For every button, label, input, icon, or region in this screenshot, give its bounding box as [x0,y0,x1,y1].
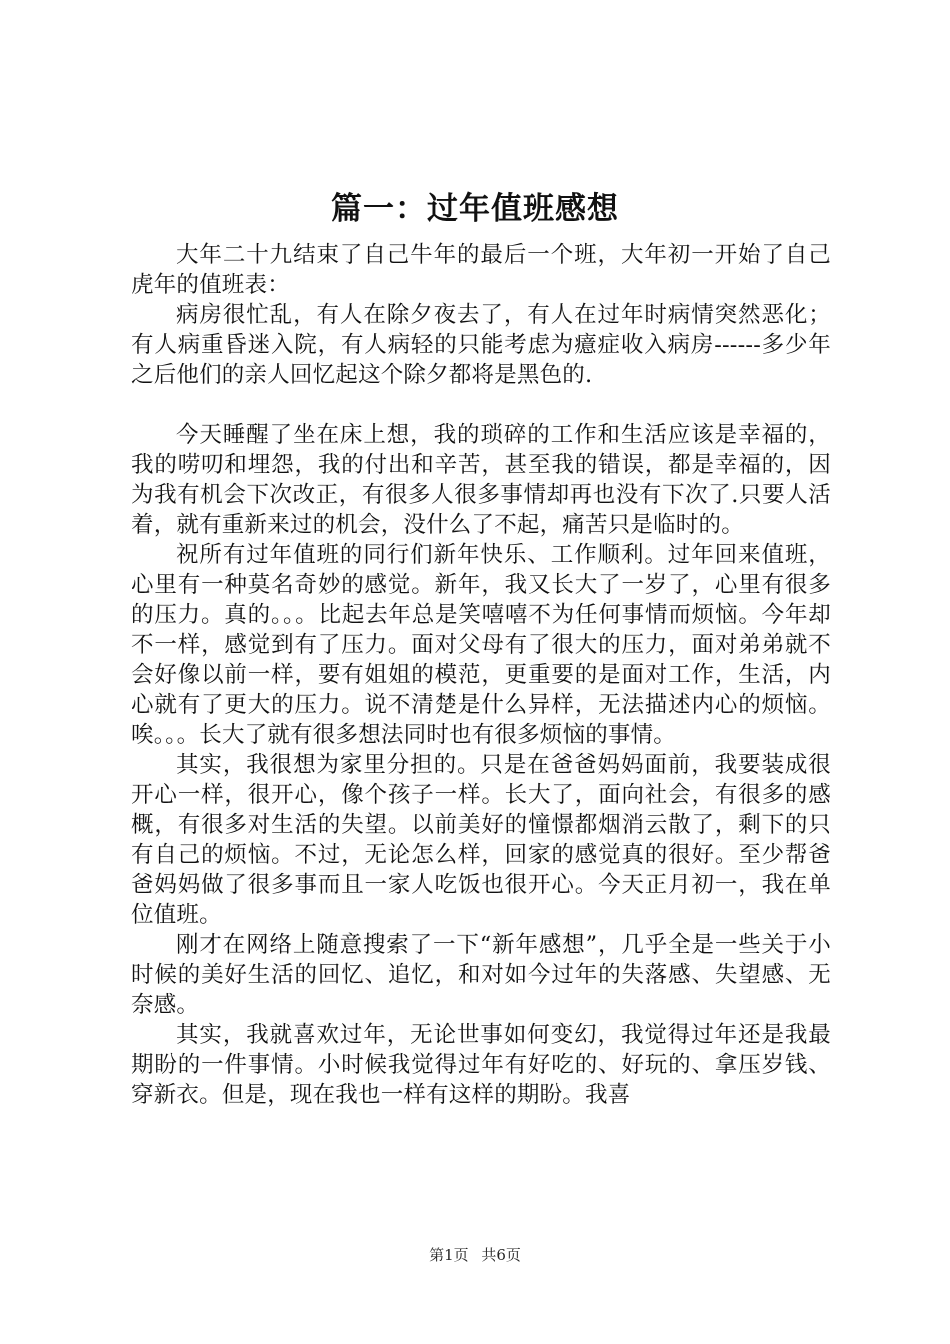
page-footer [0,1244,950,1265]
document-body [131,240,831,1110]
paragraph: 今天睡醒了坐在床上想，我的琐碎的工作和生活应该是幸福的，我的唠叨和埋怨，我的付出和辛苦，甚至我的错误，都是幸福的，因为我有机会下次改正，有很多人很多事情却再也没有下次了.只要人活着，就有重新来过的机会，没什么了不起，痛苦只是临时的。 [131,422,831,538]
paragraph: 刚才在网络上随意搜索了一下“新年感想”，几乎全是一些关于小时候的美好生活的回忆、追忆，和对如今过年的失落感、失望感、无奈感。 [131,932,831,1018]
document-title: 篇一：过年值班感想 [331,191,619,227]
page-number: 第1页 [429,1246,469,1264]
paragraph: 大年二十九结束了自己牛年的最后一个班，大年初一开始了自己虎年的值班表： [131,242,831,298]
paragraph: 其实，我很想为家里分担的。只是在爸爸妈妈面前，我要装成很开心一样，很开心，像个孩子一样。长大了，面向社会，有很多的感概，有很多对生活的失望。以前美好的憧憬都烟消云散了，剩下的只有自己的烦恼。不过，无论怎么样，回家的感觉真的很好。至少帮爸爸妈妈做了很多事而且一家人吃饭也很开心。今天正月初一，我在单位值班。 [131,752,831,928]
paragraph: 其实，我就喜欢过年，无论世事如何变幻，我觉得过年还是我最期盼的一件事情。小时候我觉得过年有好吃的、好玩的、拿压岁钱、穿新衣。但是，现在我也一样有这样的期盼。我喜 [131,1022,831,1108]
paragraph: 病房很忙乱，有人在除夕夜去了，有人在过年时病情突然恶化；有人病重昏迷入院，有人病轻的只能考虑为癔症收入病房------多少年之后他们的亲人回忆起这个除夕都将是黑色的. [131,302,831,388]
paragraph: 祝所有过年值班的同行们新年快乐、工作顺利。过年回来值班，心里有一种莫名奇妙的感觉。新年，我又长大了一岁了，心里有很多的压力。真的。。。比起去年总是笑嘻嘻不为任何事情而烦恼。今年却不一样，感觉到有了压力。面对父母有了很大的压力，面对弟弟就不会好像以前一样，要有姐姐的模范，更重要的是面对工作，生活，内心就有了更大的压力。说不清楚是什么异样，无法描述内心的烦恼。唉。。。长大了就有很多想法同时也有很多烦恼的事情。 [131,542,831,748]
page-total: 共6页 [481,1246,521,1264]
